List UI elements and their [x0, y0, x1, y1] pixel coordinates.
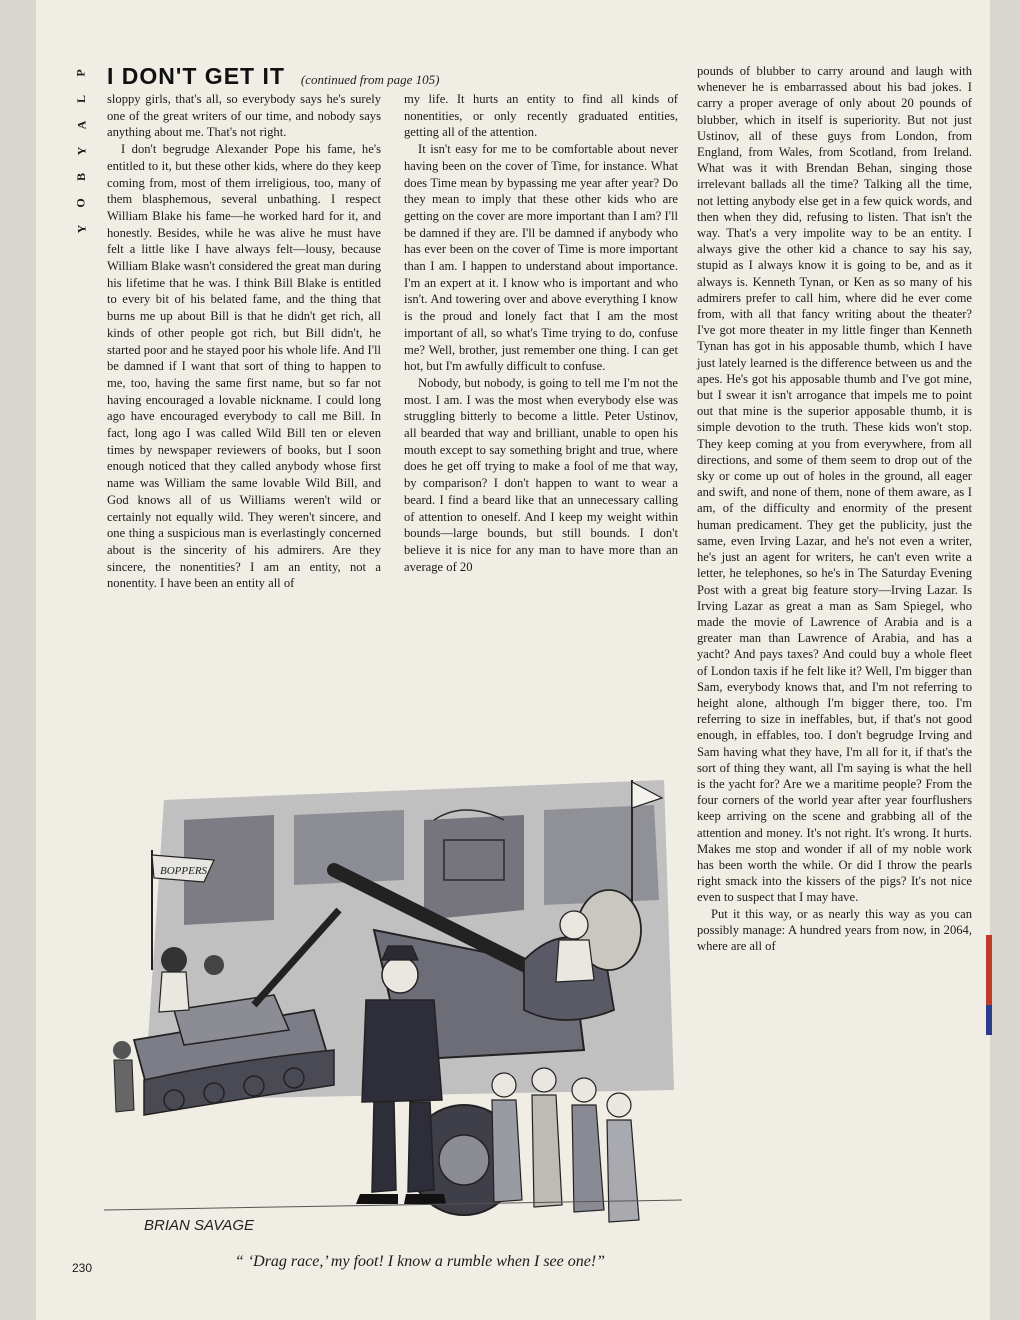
paragraph: my life. It hurts an entity to find all kinds of nonentities, or only recently graduated entities, getting all of the attention.: [404, 92, 678, 140]
sidebar-letter: L: [73, 94, 88, 104]
text-column-3: [697, 63, 972, 1278]
flag-label: BOPPERS: [160, 865, 208, 877]
cartoon-caption: “ ‘Drag race,’ my foot! I know a rumble when I see one!”: [234, 1253, 606, 1270]
magazine-sidebar-logo: [70, 60, 92, 242]
sidebar-letter: Y: [73, 146, 88, 156]
sidebar-letter: Y: [73, 224, 88, 234]
artist-signature: BRIAN SAVAGE: [144, 1217, 255, 1234]
sidebar-letter: P: [74, 69, 88, 77]
article-title: I DON'T GET IT: [107, 63, 285, 89]
color-tab-blue: [986, 1005, 992, 1035]
paragraph: Nobody, but nobody, is going to tell me I'm not the most. I am. I was the most when everybody else was struggling bitterly to become a little. Peter Ustinov, all bearded that way and brilliant, unable to open his mouth except to say something bright and true, where does he get off trying to make a fool of me that way, by comparison? I don't happen to want to wear a beard. I find a beard like that an unnecessary calling of attention to oneself. And I keep my weight within bounds—large bounds, but still bounds. I don't believe it is nice for any man to have more than an average of 20: [404, 375, 678, 574]
article-header: [107, 63, 607, 90]
sidebar-letter: O: [74, 198, 88, 208]
continued-note: (continued from page 105): [300, 72, 440, 87]
paragraph: I don't begrudge Alexander Pope his fame, he's entitled to it, but these other kids, where do they keep coming from, most of them irreligious, too, many of them blasphemous, several unbathing. I respect William Blake his fame—he worked hard for it, and honestly. Besides, while he was alive he must have felt a little like I have always felt—lousy, because William Blake wasn't considered the great man during his lifetime that he was. I think Bill Blake is entitled to every bit of his belated fame, and the thing that burns me up about Bill is that he didn't get rich, all kinds of other people got rich, but Bill didn't, he started poor and he stayed poor his whole life. And I'll be damned if I want that sort of thing to happen to me, too, having the same first name, but so far not having encouraged a lovable nickname. I could long ago have encouraged everybody to call me Bill. In fact, long ago I was called Wild Bill ten or eleven times by newspaper reviewers of books, but I soon enough noticed that they called anybody whose first name was William the same lovable Wild Bill, and God knows all of us Williams weren't wild or certainly not equally wild. They weren't sincere, and one thing a suspicious man is everlastingly concerned about is the sincerity of his admirers. Are they sincere, the nonentities? I am an entity, not a nonentity. I have been an entity all of: [107, 142, 381, 591]
paragraph: Put it this way, or as nearly this way as you can possibly manage: A hundred years from now, in 2064, where are all of: [697, 906, 972, 953]
color-tab-red: [986, 935, 992, 1005]
page-number: 230: [72, 1261, 93, 1275]
sidebar-letter: B: [73, 172, 88, 182]
cartoon-drawing: [104, 760, 682, 1255]
paragraph: It isn't easy for me to be comfortable about never having been on the cover of Time, for instance. What does Time mean by bypassing me year after year? Do they mean to imply that these other kids who are getting on the cover are more important than I am? I'll be damned if they are. I'll be damned if anybody who has ever been on the cover of Time is more important than I am. I happen to understand about importance. I'm an expert at it. I know who is important and who isn't. And towering over and above everything I know is the proud and lonely fact that I am the most important of all, so what's Time trying to do, confuse me? Well, brother, just remember one thing. I can get hot, but I'm awfully difficult to confuse.: [404, 142, 678, 374]
text-column-2: [404, 91, 678, 756]
cartoon-illustration: [104, 760, 682, 1255]
sidebar-letter: A: [73, 120, 88, 130]
paragraph: sloppy girls, that's all, so everybody says he's surely one of the great writers of our time, and nobody says anything about me. That's not right.: [107, 92, 381, 140]
paragraph: pounds of blubber to carry around and laugh with whenever he is embarrassed about his bad jokes. I carry a proper average of only about 20 pounds of blubber, which in itself is superiority. But not just Ustinov, all of these guys from London, from England, from Wales, from Scotland, from Ireland. What was it with Brendan Behan, singing those irrelevant ballads all the time? Talking all the time, not letting anybody else get in a few quick words, and then when they did, refusing to listen. That isn't the way. That's a very impolite way to be an entity. I always give the other kid a chance to say his say, stupid as I always know it is going to be, and as it always is. Kenneth Tynan, or Ken as so many of his admirers prefer to call him, where did he ever come from, with all that fancy writing about the theater? I've got more theater in my little finger than Kenneth Tynan has got in his apposable thumb, which I have just lately learned is the difference between us and the apes. He's got his apposable thumb and I've got mine, but I swear it isn't arrogance that impels me to point out that mine is the superior apposable thumb, it is simple devotion to the truth. These kids won't stop. They keep coming at you from everywhere, from all directions, and some of them seem to drop out of the sky or come up out of holes in the ground, all eager and swift, and none of them, none of them aware, as I am, of the difficulty and enormity of the present human predicament. They get the publicity, just the same, even Irving Lazar, and he's not even a writer, he's just an agent for writers, he can't even write a letter, he telephones, so he's in The Saturday Evening Post with a great big feature story—Irving Lazar. Is Irving Lazar as great a man as Sam Spiegel, who made the movie of Lawrence of Arabia and is a greater man than Lawrence of Arabia, and has a yacht? And pays taxes? And could buy a whole fleet of London taxis if he felt like it? Well, I'm bigger than Sam, everybody knows that, and I'm not referring to height alone, although I'm bigger there, too. I'm referring to size in ineffables, but, if that's not good enough, in effables, too. I don't begrudge Irving and Sam having what they have, I'm all for it, if that's the sort of thing they want, all I'm saying is what the hell is the yacht for? Are we a maritime people? From the four corners of the world year after year fourflushers keep arriving on the scene and grabbing all of the attention and money. It's not right. It's wrong. It hurts. Makes me stop and wonder if all of my noble work has been worth the while. Or did I throw the pearls right smack into the kissers of the pigs? It's not nice even to suspect that I may have.: [697, 64, 972, 905]
text-column-1: [107, 91, 381, 756]
